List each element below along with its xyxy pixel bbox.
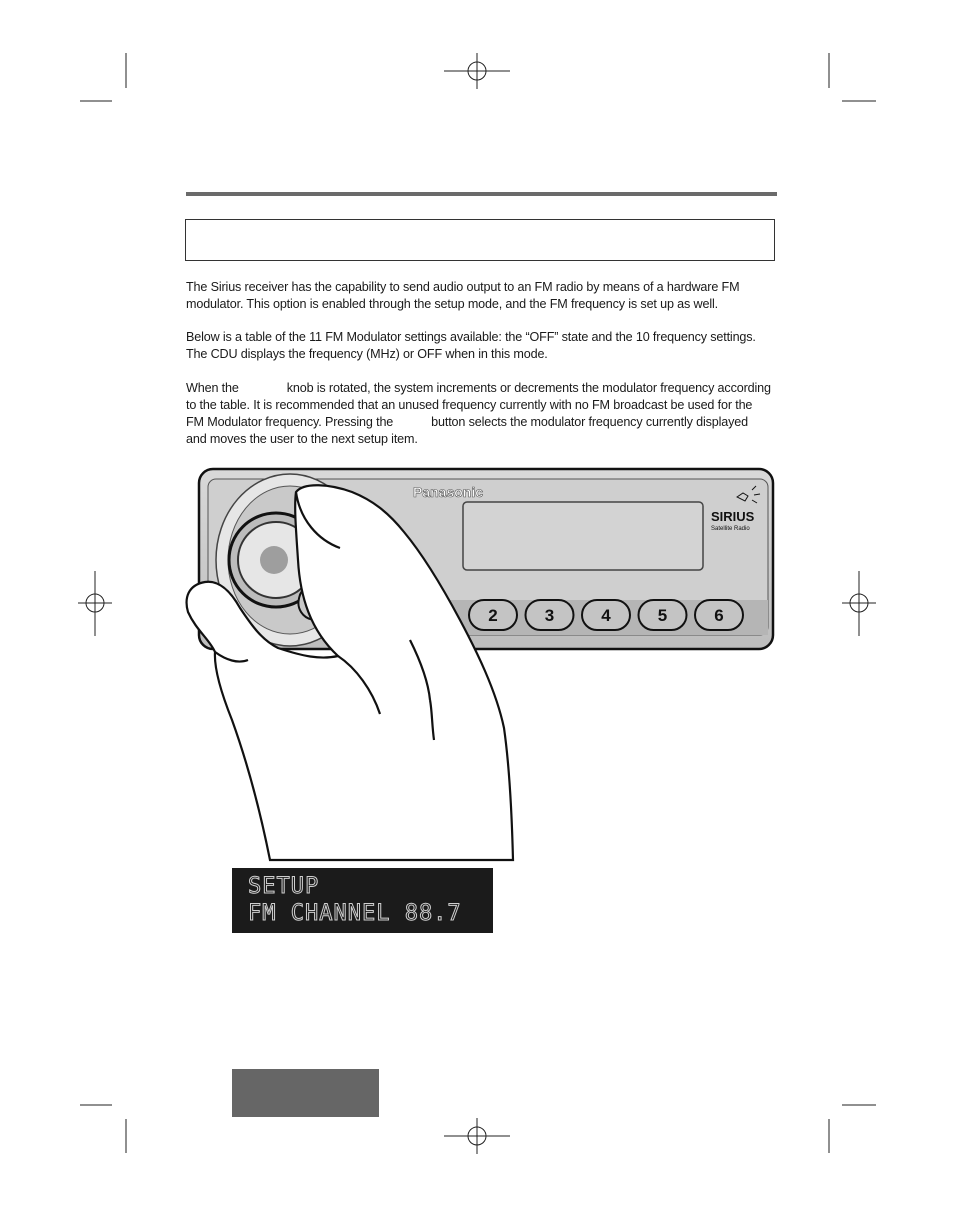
p1-line2: modulator. This option is enabled through the setup mode, and the FM frequency is set up as well. (186, 297, 718, 311)
lcd-line-2: FM CHANNEL 88.7 (248, 901, 462, 926)
preset-6-button[interactable] (695, 600, 743, 630)
sirius-tagline: Satellite Radio (711, 526, 750, 532)
preset-5-label: 5 (657, 606, 668, 625)
preset-number-buttons (469, 600, 743, 630)
p3-line2: to the table. It is recommended that an unused frequency currently with no FM broadcast be used for the (186, 398, 753, 412)
preset-2-label: 2 (488, 606, 498, 625)
radio-display (463, 502, 703, 570)
panasonic-logo: Panasonic (413, 484, 484, 500)
p3-line3-a: FM Modulator frequency. Pressing the (186, 415, 394, 429)
p1-line1: The Sirius receiver has the capability to send audio output to an FM radio by means of a hardware FM (186, 280, 740, 294)
lcd-line-1: SETUP (248, 874, 320, 899)
preset-6-label: 6 (714, 606, 724, 625)
preset-3-button[interactable] (526, 600, 574, 630)
lcd-display (232, 868, 493, 933)
sirius-wordmark: SIRIUS (711, 509, 755, 524)
preset-5-button[interactable] (639, 600, 687, 630)
p2-line1: Below is a table of the 11 FM Modulator settings available: the “OFF” state and the 10 frequency settings. (186, 330, 756, 344)
p2-line2: The CDU displays the frequency (MHz) or OFF when in this mode. (186, 347, 548, 361)
p3-line3-b: button selects the modulator frequency currently displayed (431, 415, 748, 429)
preset-4-label: 4 (601, 606, 611, 625)
preset-2-button[interactable] (469, 600, 517, 630)
p3-line1-b: knob is rotated, the system increments or decrements the modulator frequency according (286, 381, 771, 395)
preset-3-label: 3 (544, 606, 555, 625)
preset-4-button[interactable] (582, 600, 630, 630)
page-number-tab (232, 1069, 379, 1117)
p3-line1-a: When the (186, 381, 239, 395)
p3-line4: and moves the user to the next setup item. (186, 432, 418, 446)
